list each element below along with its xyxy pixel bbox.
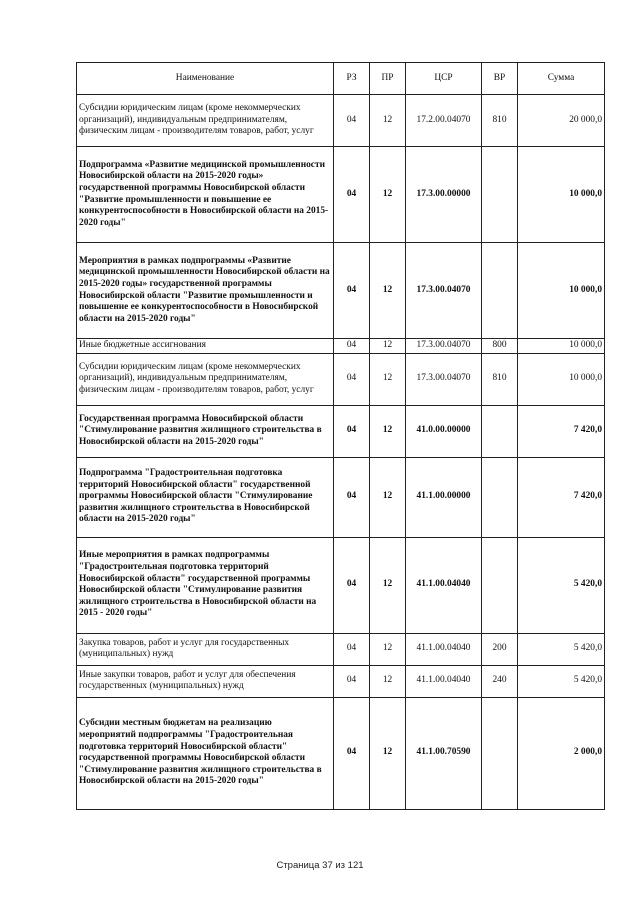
cell-vr <box>482 537 518 633</box>
header-csr: ЦСР <box>406 63 482 95</box>
cell-rz: 04 <box>334 353 370 405</box>
cell-vr <box>482 405 518 457</box>
cell-sum: 10 000,0 <box>518 353 605 405</box>
cell-name: Иные бюджетные ассигнования <box>77 339 334 354</box>
cell-pr: 12 <box>370 633 406 665</box>
cell-csr: 17.3.00.00000 <box>406 147 482 243</box>
cell-pr: 12 <box>370 95 406 147</box>
cell-csr: 17.3.00.04070 <box>406 353 482 405</box>
cell-pr: 12 <box>370 339 406 354</box>
cell-rz: 04 <box>334 697 370 809</box>
cell-pr: 12 <box>370 243 406 339</box>
cell-sum: 10 000,0 <box>518 147 605 243</box>
table-body <box>77 95 605 810</box>
cell-csr: 41.1.00.04040 <box>406 665 482 697</box>
cell-csr: 41.1.00.00000 <box>406 457 482 537</box>
cell-sum: 10 000,0 <box>518 339 605 354</box>
cell-csr: 17.3.00.04070 <box>406 243 482 339</box>
header-name: Наименование <box>77 63 334 95</box>
cell-rz: 04 <box>334 243 370 339</box>
cell-rz: 04 <box>334 633 370 665</box>
table-row <box>77 243 605 339</box>
cell-rz: 04 <box>334 405 370 457</box>
cell-name: Государственная программа Новосибирской области "Стимулирование развития жилищного строительства в Новосибирской области на 2015-2020 годы" <box>77 405 334 457</box>
cell-vr: 240 <box>482 665 518 697</box>
cell-sum: 2 000,0 <box>518 697 605 809</box>
cell-sum: 7 420,0 <box>518 405 605 457</box>
cell-sum: 5 420,0 <box>518 633 605 665</box>
cell-name: Субсидии местным бюджетам на реализацию мероприятий подпрограммы "Градостроительная подготовка территорий Новосибирской области" государственной программы Новосибирской области "Стимулирование развития жилищного строительства в Новосибирской области на 2015-2020 годы" <box>77 697 334 809</box>
table-row <box>77 633 605 665</box>
table-row <box>77 537 605 633</box>
cell-name: Мероприятия в рамках подпрограммы «Развитие медицинской промышленности Новосибирской области на 2015-2020 годы» государственной программы Новосибирской области "Развитие промышленности и повышение ее конкурентоспособности в Новосибирской области на 2015-2020 годы" <box>77 243 334 339</box>
cell-name: Подпрограмма "Градостроительная подготовка территорий Новосибирской области" государственной программы Новосибирской области "Стимулирование развития жилищного строительства в Новосибирской области на 2015-2020 годы" <box>77 457 334 537</box>
cell-vr: 810 <box>482 353 518 405</box>
cell-vr <box>482 457 518 537</box>
cell-name: Субсидии юридическим лицам (кроме некоммерческих организаций), индивидуальным предпринимателям, физическим лицам - производителям товаров, работ, услуг <box>77 353 334 405</box>
cell-sum: 10 000,0 <box>518 243 605 339</box>
cell-vr <box>482 147 518 243</box>
page-number: Страница 37 из 121 <box>276 860 364 871</box>
cell-pr: 12 <box>370 665 406 697</box>
table-row <box>77 147 605 243</box>
cell-vr <box>482 697 518 809</box>
cell-sum: 5 420,0 <box>518 665 605 697</box>
cell-sum: 7 420,0 <box>518 457 605 537</box>
cell-name: Иные мероприятия в рамках подпрограммы "Градостроительная подготовка территорий Новосибирской области" государственной программы Новосибирской области "Стимулирование развития жилищного строительства в Новосибирской области на 2015 - 2020 годы" <box>77 537 334 633</box>
cell-vr: 800 <box>482 339 518 354</box>
cell-csr: 17.3.00.04070 <box>406 339 482 354</box>
cell-pr: 12 <box>370 353 406 405</box>
table-row <box>77 697 605 809</box>
cell-rz: 04 <box>334 147 370 243</box>
table-header-row <box>77 63 605 95</box>
header-vr: ВР <box>482 63 518 95</box>
table-row <box>77 95 605 147</box>
table-row <box>77 339 605 354</box>
cell-vr: 810 <box>482 95 518 147</box>
table-row <box>77 457 605 537</box>
cell-name: Иные закупки товаров, работ и услуг для обеспечения государственных (муниципальных) нужд <box>77 665 334 697</box>
cell-name: Закупка товаров, работ и услуг для государственных (муниципальных) нужд <box>77 633 334 665</box>
cell-name: Подпрограмма «Развитие медицинской промышленности Новосибирской области на 2015-2020 годы» государственной программы Новосибирской области "Развитие промышленности и повышение ее конкурентоспособности в Новосибирской области на 2015-2020 годы" <box>77 147 334 243</box>
header-rz: РЗ <box>334 63 370 95</box>
cell-sum: 5 420,0 <box>518 537 605 633</box>
budget-table <box>76 62 605 810</box>
cell-vr <box>482 243 518 339</box>
cell-csr: 41.1.00.04040 <box>406 537 482 633</box>
cell-csr: 41.0.00.00000 <box>406 405 482 457</box>
cell-pr: 12 <box>370 147 406 243</box>
table-row <box>77 405 605 457</box>
cell-rz: 04 <box>334 95 370 147</box>
table-row <box>77 665 605 697</box>
cell-name: Субсидии юридическим лицам (кроме некоммерческих организаций), индивидуальным предпринимателям, физическим лицам - производителям товаров, работ, услуг <box>77 95 334 147</box>
cell-csr: 17.2.00.04070 <box>406 95 482 147</box>
cell-pr: 12 <box>370 537 406 633</box>
cell-rz: 04 <box>334 457 370 537</box>
header-sum: Сумма <box>518 63 605 95</box>
header-pr: ПР <box>370 63 406 95</box>
cell-pr: 12 <box>370 697 406 809</box>
cell-rz: 04 <box>334 339 370 354</box>
cell-sum: 20 000,0 <box>518 95 605 147</box>
cell-csr: 41.1.00.70590 <box>406 697 482 809</box>
table-row <box>77 353 605 405</box>
cell-vr: 200 <box>482 633 518 665</box>
cell-pr: 12 <box>370 457 406 537</box>
cell-rz: 04 <box>334 537 370 633</box>
cell-pr: 12 <box>370 405 406 457</box>
cell-csr: 41.1.00.04040 <box>406 633 482 665</box>
cell-rz: 04 <box>334 665 370 697</box>
